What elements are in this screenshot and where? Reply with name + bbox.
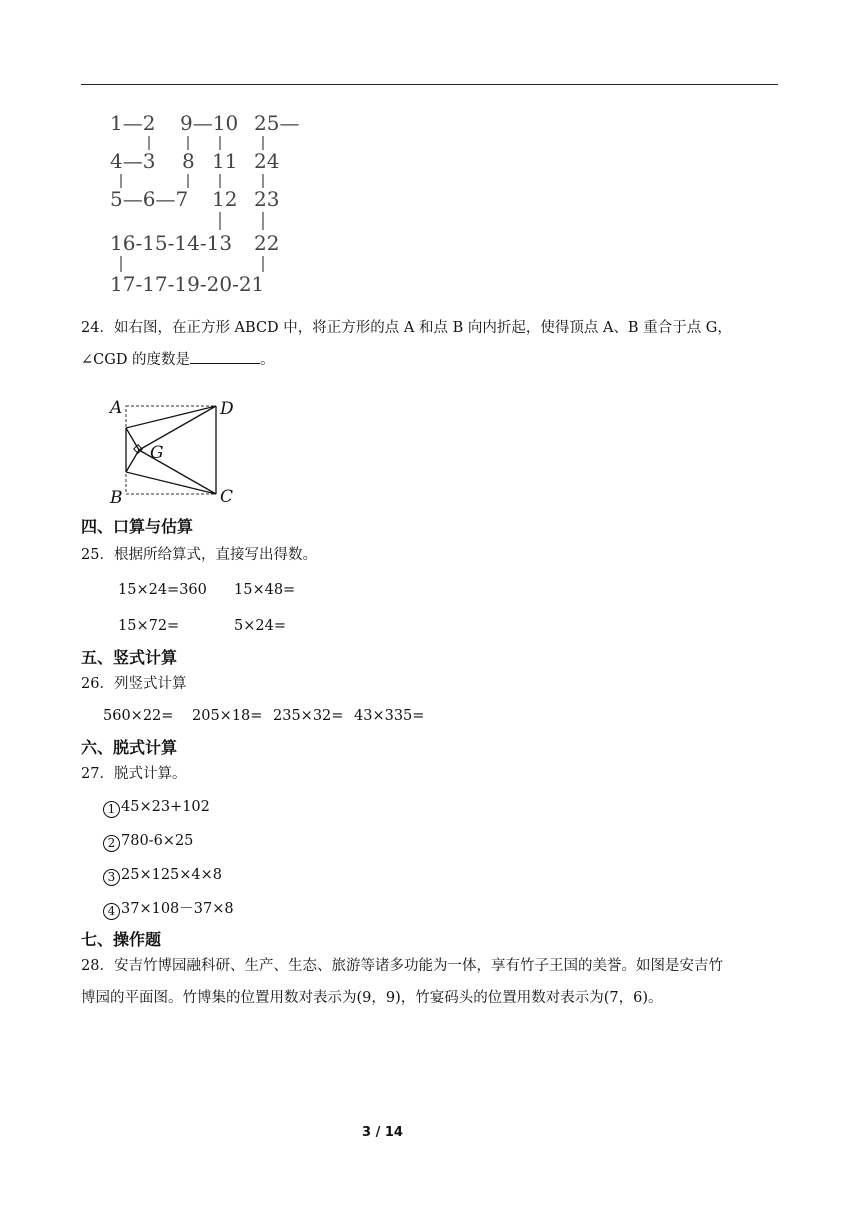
q26-item: 235×32=: [273, 708, 344, 724]
seq-cell: 5—6—7: [110, 187, 189, 211]
q25-item: 15×48=: [234, 582, 296, 598]
item-number-circle: 1: [103, 801, 120, 818]
seq-cell: 16-15-14-13: [110, 231, 233, 255]
seq-cell: 24: [254, 149, 280, 173]
page-number: 3 / 14: [362, 1125, 403, 1140]
q26-item: 560×22=: [103, 708, 174, 724]
q24-line2-prefix: ∠CGD 的度数是: [81, 352, 191, 368]
seq-cell: 25—: [254, 111, 300, 135]
label-b: B: [110, 488, 123, 506]
q27-item: [103, 899, 234, 920]
item-number-circle: 3: [103, 869, 120, 886]
q27-item: [103, 831, 193, 852]
section-title-5: 五、竖式计算: [81, 648, 178, 667]
seq-cell: 8: [182, 149, 195, 173]
label-g: G: [150, 443, 164, 463]
q26-item: 205×18=: [192, 708, 263, 724]
answer-blank[interactable]: [190, 349, 260, 364]
item-number-circle: 4: [103, 903, 120, 920]
q25-item: 15×24=360: [118, 582, 207, 598]
q27-prompt: 27．脱式计算。: [81, 766, 187, 782]
q26-prompt: 26．列竖式计算: [81, 676, 187, 692]
section-title-7: 七、操作题: [81, 930, 162, 949]
seq-cell: 4—3: [110, 149, 156, 173]
q24-line2: [81, 349, 275, 370]
expression: 37×108－37×8: [121, 901, 234, 917]
expression: 45×23+102: [121, 799, 210, 815]
label-c: C: [220, 487, 234, 506]
number-sequence-figure: [108, 108, 308, 298]
header-rule: [81, 84, 778, 85]
label-a: A: [110, 398, 123, 418]
seq-cell: 1—2: [110, 111, 156, 135]
q28-line2: 博园的平面图。竹博集的位置用数对表示为(9，9)，竹宴码头的位置用数对表示为(7，6)。: [81, 990, 663, 1006]
label-d: D: [220, 399, 234, 419]
expression: 25×125×4×8: [121, 867, 223, 883]
q25-prompt: 25．根据所给算式，直接写出得数。: [81, 547, 317, 563]
q24-line1: 24．如右图，在正方形 ABCD 中，将正方形的点 A 和点 B 向内折起，使得顶点 A、B 重合于点 G，: [81, 320, 732, 336]
seq-cell: 17-17-19-20-21: [110, 272, 265, 296]
item-number-circle: 2: [103, 835, 120, 852]
seq-cell: 9—10: [180, 111, 239, 135]
q27-item: [103, 865, 222, 886]
seq-cell: 12: [212, 187, 238, 211]
section-title-6: 六、脱式计算: [81, 738, 178, 757]
section-title-4: 四、口算与估算: [81, 517, 194, 536]
q27-item: [103, 797, 210, 818]
q25-item: 15×72=: [118, 618, 180, 634]
seq-cell: 11: [212, 149, 238, 173]
seq-cell: 23: [254, 187, 280, 211]
q28-line1: 28．安吉竹博园融科研、生产、生态、旅游等诸多功能为一体，享有竹子王国的美誉。如图是安吉竹: [81, 958, 723, 974]
expression: 780-6×25: [121, 833, 194, 849]
square-fold-figure: [108, 392, 242, 506]
q25-item: 5×24=: [234, 618, 286, 634]
q26-item: 43×335=: [354, 708, 425, 724]
q24-line2-suffix: 。: [260, 352, 275, 368]
seq-cell: 22: [254, 231, 280, 255]
